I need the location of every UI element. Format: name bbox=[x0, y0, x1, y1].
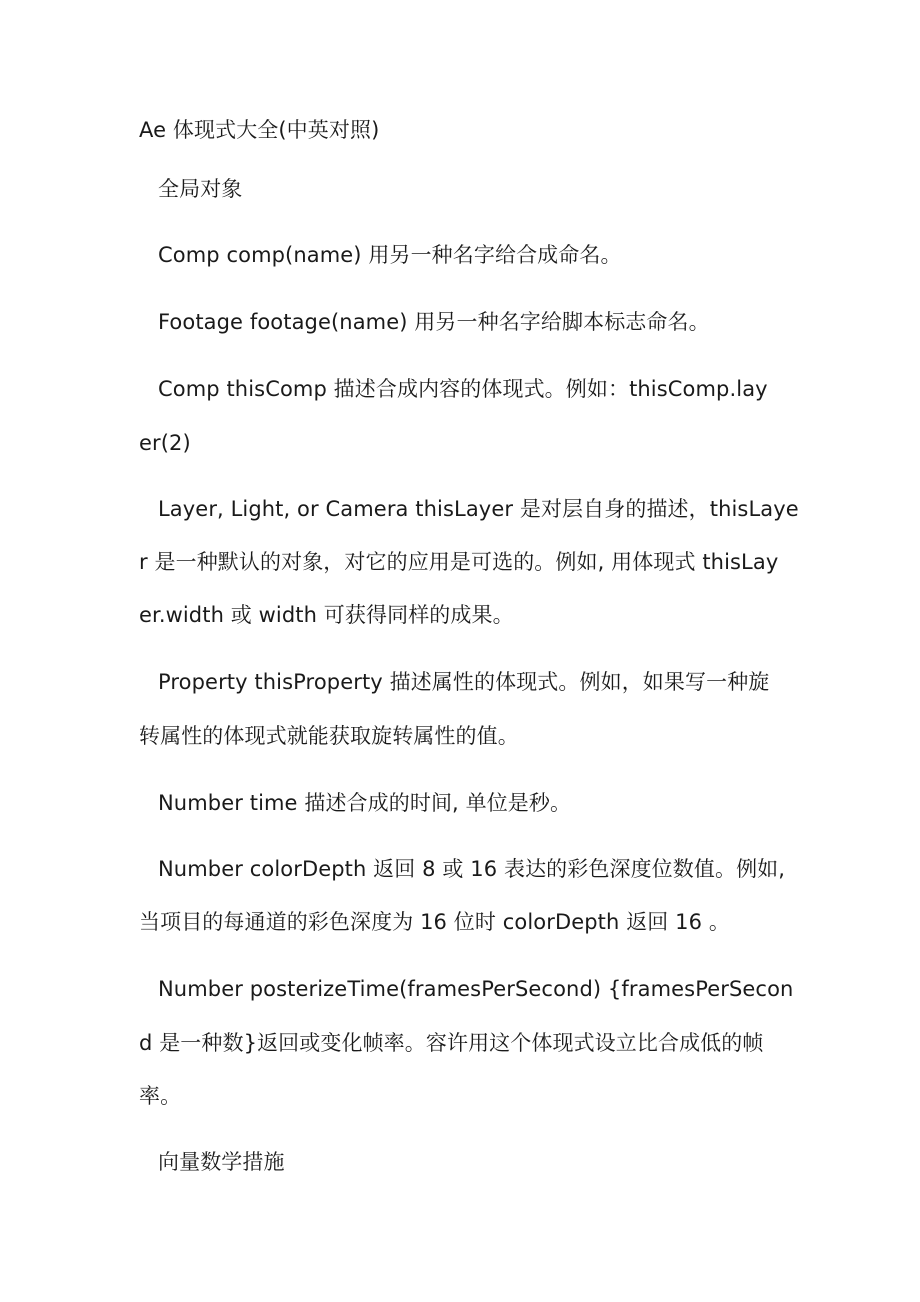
paragraph-line: Layer, Light, or Camera thisLayer 是对层自身的描述，thisLaye bbox=[158, 497, 799, 521]
paragraph-line: Comp comp(name) 用另一种名字给合成命名。 bbox=[158, 243, 622, 267]
section-heading-global-objects: 全局对象 bbox=[158, 177, 243, 201]
paragraph-line: d 是一种数}返回或变化帧率。容许用这个体现式设立比合成低的帧 bbox=[139, 1031, 764, 1055]
paragraph-line: Number posterizeTime(framesPerSecond) {framesPerSecon bbox=[158, 977, 794, 1001]
paragraph-line: 当项目的每通道的彩色深度为 16 位时 colorDepth 返回 16 。 bbox=[139, 910, 730, 934]
paragraph-line: Footage footage(name) 用另一种名字给脚本标志命名。 bbox=[158, 310, 710, 334]
paragraph-line: 率。 bbox=[139, 1084, 182, 1108]
paragraph-line: er.width 或 width 可获得同样的成果。 bbox=[139, 603, 514, 627]
paragraph-line: Number time 描述合成的时间, 单位是秒。 bbox=[158, 791, 572, 815]
document-title: Ae 体现式大全(中英对照) bbox=[139, 118, 380, 142]
paragraph-line: er(2) bbox=[139, 431, 191, 455]
paragraph-line: Number colorDepth 返回 8 或 16 表达的彩色深度位数值。例如, bbox=[158, 857, 786, 881]
paragraph-line: r 是一种默认的对象，对它的应用是可选的。例如, 用体现式 thisLay bbox=[139, 550, 779, 574]
paragraph-line: Comp thisComp 描述合成内容的体现式。例如：thisComp.lay bbox=[158, 377, 768, 401]
paragraph-line: 转属性的体现式就能获取旋转属性的值。 bbox=[139, 724, 519, 748]
section-heading-vector-math: 向量数学措施 bbox=[158, 1150, 285, 1174]
paragraph-line: Property thisProperty 描述属性的体现式。例如，如果写一种旋 bbox=[158, 670, 770, 694]
